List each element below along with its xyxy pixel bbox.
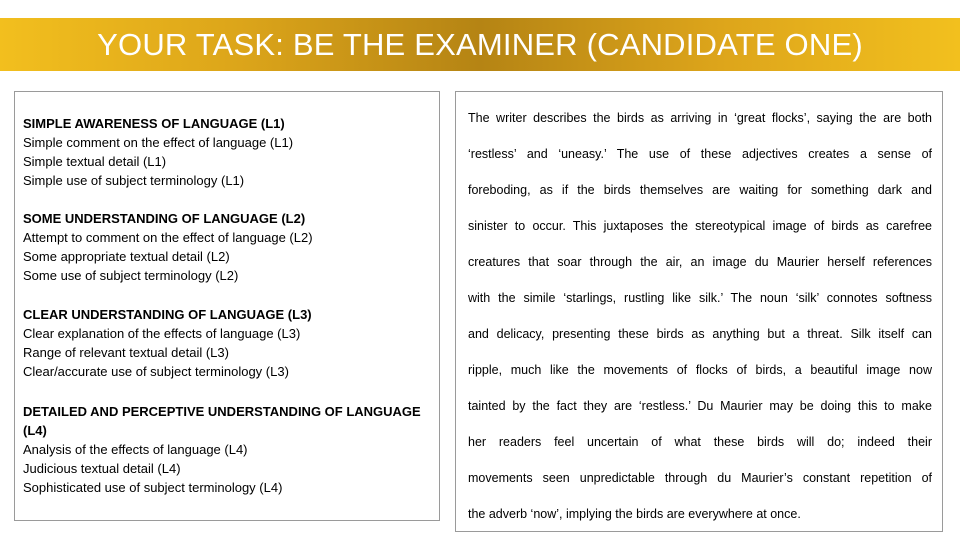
title-banner	[0, 18, 960, 71]
answer-line: foreboding, as if the birds themselves are waiting for something dark and	[468, 183, 932, 197]
level-heading: CLEAR UNDERSTANDING OF LANGUAGE (L3)	[23, 307, 312, 322]
criteria-line: Simple use of subject terminology (L1)	[23, 173, 245, 188]
mark-scheme-box	[14, 91, 440, 521]
answer-line: her readers feel uncertain of what these birds will do; indeed their	[468, 435, 932, 449]
criteria-line: Judicious textual detail (L4)	[23, 461, 181, 476]
page-title: YOUR TASK: BE THE EXAMINER (CANDIDATE ONE)	[97, 27, 863, 62]
level-1-criteria	[23, 114, 433, 190]
answer-line: tainted by the fact they are ‘restless.’ Du Maurier may be doing this to make	[468, 399, 932, 413]
answer-line: the adverb ‘now’, implying the birds are everywhere at once.	[468, 507, 801, 521]
answer-line: with the simile ‘starlings, rustling like silk.’ The noun ‘silk’ connotes softness	[468, 291, 932, 305]
answer-line: The writer describes the birds as arriving in ‘great flocks’, saying the are both	[468, 111, 932, 125]
answer-line: ‘restless’ and ‘uneasy.’ The use of these adjectives creates a sense of	[468, 147, 932, 161]
answer-line: movements seen unpredictable through du Maurier’s constant repetition of	[468, 471, 932, 485]
level-3-criteria	[23, 305, 433, 381]
candidate-answer-box	[455, 91, 943, 532]
level-heading: (L4)	[23, 423, 47, 438]
criteria-line: Simple textual detail (L1)	[23, 154, 167, 169]
answer-line: creatures that soar through the air, an image du Maurier herself references	[468, 255, 932, 269]
criteria-line: Clear/accurate use of subject terminology (L3)	[23, 364, 289, 379]
criteria-line: Analysis of the effects of language (L4)	[23, 442, 248, 457]
answer-line: and delicacy, presenting these birds as anything but a threat. Silk itself can	[468, 327, 932, 341]
criteria-line: Attempt to comment on the effect of language (L2)	[23, 230, 313, 245]
level-heading: SIMPLE AWARENESS OF LANGUAGE (L1)	[23, 116, 285, 131]
criteria-line: Sophisticated use of subject terminology (L4)	[23, 480, 283, 495]
criteria-line: Some use of subject terminology (L2)	[23, 268, 239, 283]
criteria-line: Range of relevant textual detail (L3)	[23, 345, 229, 360]
level-heading: DETAILED AND PERCEPTIVE UNDERSTANDING OF LANGUAGE	[23, 404, 421, 419]
level-heading: SOME UNDERSTANDING OF LANGUAGE (L2)	[23, 211, 306, 226]
level-2-criteria	[23, 209, 433, 285]
answer-line: ripple, much like the movements of flocks of birds, a beautiful image now	[468, 363, 932, 377]
criteria-line: Simple comment on the effect of language (L1)	[23, 135, 294, 150]
answer-line: sinister to occur. This juxtaposes the stereotypical image of birds as carefree	[468, 219, 932, 233]
criteria-line: Clear explanation of the effects of language (L3)	[23, 326, 301, 341]
level-4-criteria	[23, 402, 433, 497]
criteria-line: Some appropriate textual detail (L2)	[23, 249, 230, 264]
